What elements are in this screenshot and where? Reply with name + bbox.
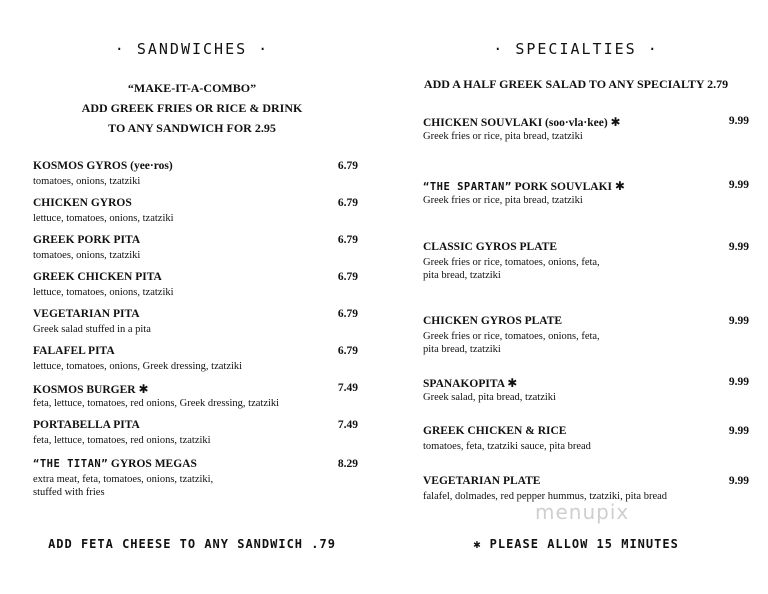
item-price: 9.99 [728, 425, 749, 437]
asterisk-icon: ✱ [610, 115, 621, 129]
item-name: VEGETARIAN PITA [33, 308, 140, 320]
item-name: CHICKEN SOUVLAKI (soo·vla·kee) [423, 117, 608, 129]
item-description: tomatoes, onions, tzatziki [33, 250, 141, 261]
item-name-line [423, 179, 625, 193]
watermark: menupix [535, 500, 630, 524]
item-price: 9.99 [728, 475, 749, 487]
item-price: 9.99 [728, 179, 749, 191]
item-name-line [33, 382, 149, 396]
item-name: PORTABELLA PITA [33, 419, 140, 431]
item-price: 9.99 [728, 115, 749, 127]
item-name: PORK SOUVLAKI [514, 181, 613, 193]
item-description: Greek fries or rice, tomatoes, onions, feta, pita bread, tzatziki [423, 257, 600, 281]
item-name-line [423, 376, 517, 390]
item-prefix: “THE SPARTAN” [423, 181, 512, 193]
combo-promo-line-2: ADD GREEK FRIES OR RICE & DRINK [81, 101, 303, 115]
wait-time-note: ✱ PLEASE ALLOW 15 MINUTES [473, 537, 679, 551]
item-price: 9.99 [728, 241, 749, 253]
item-description: lettuce, tomatoes, onions, tzatziki [33, 287, 174, 298]
asterisk-icon: ✱ [507, 376, 518, 390]
item-price: 7.49 [337, 419, 358, 431]
item-name: KOSMOS BURGER [33, 384, 136, 396]
item-price: 9.99 [728, 315, 749, 327]
item-price: 6.79 [337, 271, 358, 283]
half-salad-promo: ADD A HALF GREEK SALAD TO ANY SPECIALTY 2.79 [423, 77, 729, 91]
item-description: feta, lettuce, tomatoes, red onions, tzatziki [33, 435, 211, 446]
item-description: Greek fries or rice, pita bread, tzatziki [423, 195, 583, 206]
item-description: Greek fries or rice, pita bread, tzatziki [423, 131, 583, 142]
item-name: KOSMOS GYROS (yee·ros) [33, 160, 173, 172]
item-price: 9.99 [728, 376, 749, 388]
item-name: CHICKEN GYROS [33, 197, 132, 209]
item-name: CLASSIC GYROS PLATE [423, 241, 557, 253]
item-name: GREEK PORK PITA [33, 234, 141, 246]
item-name: FALAFEL PITA [33, 345, 115, 357]
sandwiches-title: · SANDWICHES · [114, 40, 270, 58]
item-description: feta, lettuce, tomatoes, red onions, Greek dressing, tzatziki [33, 398, 280, 409]
item-description: lettuce, tomatoes, onions, Greek dressing, tzatziki [33, 361, 243, 372]
item-description: Greek fries or rice, tomatoes, onions, feta, pita bread, tzatziki [423, 331, 600, 355]
item-description: tomatoes, feta, tzatziki sauce, pita bread [423, 441, 591, 452]
item-price: 6.79 [337, 345, 358, 357]
item-description: Greek salad, pita bread, tzatziki [423, 392, 556, 403]
item-description: Greek salad stuffed in a pita [33, 324, 151, 335]
combo-promo-line-3: TO ANY SANDWICH FOR 2.95 [108, 121, 276, 135]
item-description: extra meat, feta, tomatoes, onions, tzatziki, stuffed with fries [33, 474, 214, 498]
item-name: CHICKEN GYROS PLATE [423, 315, 563, 327]
item-description: lettuce, tomatoes, onions, tzatziki [33, 213, 174, 224]
item-name-line [33, 458, 197, 470]
item-description: tomatoes, onions, tzatziki [33, 176, 141, 187]
item-price: 6.79 [337, 308, 358, 320]
item-name: GREEK CHICKEN PITA [33, 271, 162, 283]
item-price: 6.79 [337, 234, 358, 246]
item-name: GYROS MEGAS [110, 458, 197, 470]
asterisk-icon: ✱ [138, 382, 149, 396]
item-price: 6.79 [337, 160, 358, 172]
item-price: 7.49 [337, 382, 358, 394]
item-name: GREEK CHICKEN & RICE [423, 425, 567, 437]
item-name-line [423, 115, 621, 129]
item-name: SPANAKOPITA [423, 378, 505, 390]
asterisk-icon: ✱ [614, 179, 625, 193]
combo-promo-line-1: “MAKE-IT-A-COMBO” [127, 81, 257, 95]
item-prefix: “THE TITAN” [33, 458, 109, 470]
item-price: 8.29 [337, 458, 358, 470]
specialties-title: · SPECIALTIES · [493, 40, 659, 58]
feta-addon-note: ADD FETA CHEESE TO ANY SANDWICH .79 [48, 537, 336, 551]
item-name: VEGETARIAN PLATE [423, 475, 541, 487]
item-description: falafel, dolmades, red pepper hummus, tzatziki, pita bread [423, 491, 668, 502]
item-price: 6.79 [337, 197, 358, 209]
